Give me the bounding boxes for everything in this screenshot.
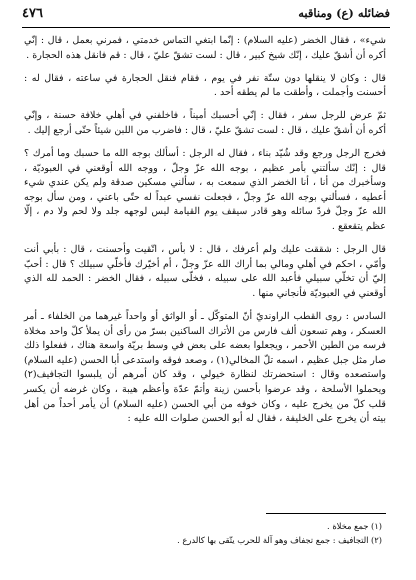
footnote: (١) جمع مخلاة . xyxy=(327,521,382,531)
header-rule xyxy=(22,27,390,28)
footnote-rule xyxy=(266,513,386,514)
paragraph: فخرج الرجل ورجع وقد شُيّد بناء ، فقال له الرجل : أسألك بوجه الله ما حسبك وما أمرك ؟ قال : إنّك سألتني بأمر عظيم ، بوجه الله عزّ وجلّ ، ووجه الله أوقعني في العبوديّة ، وسأخبرك من أنا ، أنا الخضر الذي سمعت به ، سألني مسكين صدقة ولم يكن عندي شيء أعطيه ، فسألني بوجه الله عزّ وجلّ ، فجعلت نفسي عبداً له حتّى باعني ، ومن سأل بوجه الله عزّ وجلّ فردّ سائله وهو قادر سيقف يوم القيامة ليس لوجهه جلد ولا لحم ولا دم ، إلّا عظم يتقعقع . xyxy=(24,148,386,233)
paragraph: ثمّ عرض للرجل سفر ، فقال : إنّي أحسبك أميناً ، فاخلفني في أهلي خلافة حسنة ، وإنّي أكره أن أشقّ عليك ، قال : لست تشقّ عليّ ، قال : فاضرب من اللبن شيئاً حتّى أرجع إليك . xyxy=(24,110,386,136)
page-number: ٤٧٦ xyxy=(22,6,43,21)
footnotes xyxy=(24,519,382,547)
footnote: (٢) التجافيف : جمع تجفاف وهو آلة للحرب يتّقى بها كالدرع . xyxy=(177,535,382,545)
running-header xyxy=(22,6,390,26)
paragraph: قال : وكان لا ينقلها دون ستّة نفر في يوم ، فقام فنقل الحجارة في ساعته ، فقال له : أحسنت وأجملت ، وأطقت ما لم يطقه أحد . xyxy=(24,72,386,99)
body-text xyxy=(24,34,386,429)
paragraph: شيء» ، فقال الخضر (عليه السلام) : إنّما ابتغي التماس خدمتي ، فمرني بعمل ، قال : إنّي أكره أن أشقّ عليك ، إنّك شيخ كبير ، قال : لست تشقّ عليّ ، قال : قم فانقل هذه الحجارة . xyxy=(24,35,386,61)
paragraph: قال الرجل : شققت عليك ولم أعرفك ، قال : لا بأس ، اتّقيت وأحسنت ، قال : بأبي أنت وأمّي ، احكم في أهلي ومالي بما أراك الله عزّ وجلّ ، أم أخيّرك فأخلّي سبيلك ؟ قال : أحبّ إليّ أن تخلّي سبيلي فأعبد الله على سبيله ، فخلّى سبيله ، فقال الخضر : الحمد لله الذي أوقعني في العبوديّة فأنجاني منها . xyxy=(24,244,386,299)
running-title: فضائله (ع) ومناقبه xyxy=(298,6,390,20)
paragraph: السادس : روى القطب الراونديّ أنّ المتوكّل ـ أو الواثق أو واحداً غيرهما من الخلفاء ـ أمر العسكر ، وهم تسعون ألف فارس من الأتراك الساكنين بسرّ من رأى أن يملأ كلّ واحد مخلاة فرسه من الطين الأحمر ، ويجعلوا بعضه على بعض في وسط بريّة واسعة هناك ، ففعلوا ذلك صار مثل جبل عظيم ، اسمه تلّ المخالي(١) ، وصعد فوقه واستدعى أبا الحسن (عليه السلام) واستصعده وقال : استحضرتك لنظارة خيولي ، وقد كان أمرهم أن يلبسوا التجافيف(٢) ويحملوا الأسلحة ، وقد عرضوا بأحسن زينة وأتمّ عدّة وأعظم هيبة ، وكان غرضه أن يكسر قلب كلّ من يخرج عليه ، وكان خوفه من أبي الحسن (عليه السلام) أن يأمر أحداً من أهل بيته أن يخرج على الخليفة ، فقال له أبو الحسن صلوات الله عليه : xyxy=(24,311,387,425)
